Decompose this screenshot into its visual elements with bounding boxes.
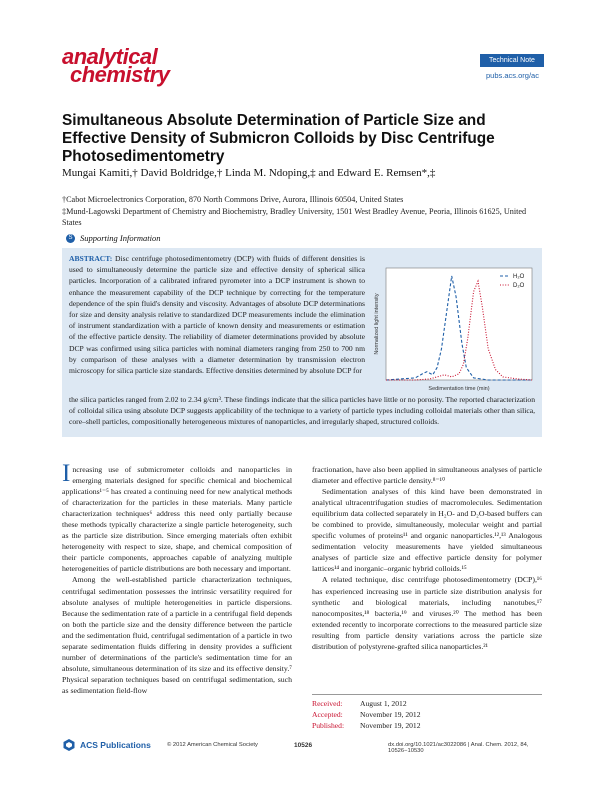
abstract-text <box>69 253 365 376</box>
affiliation-1: †Cabot Microelectronics Corporation, 870 North Commons Drive, Aurora, Illinois 60504, United States <box>62 195 404 204</box>
chart-plot-area <box>386 268 532 380</box>
accepted-date: November 19, 2012 <box>360 710 421 719</box>
supporting-info-icon: S <box>66 234 75 243</box>
journal-logo-line2: chemistry <box>70 62 170 87</box>
chart-layer <box>374 268 532 392</box>
article-title: Simultaneous Absolute Determination of Particle Size and Effective Density of Submicron Colloids by Disc Centrifuge Photosedimentometry <box>62 112 495 165</box>
published-label: Published: <box>312 721 345 730</box>
affiliation-2: ‡Mund-Lagowski Department of Chemistry and Biochemistry, Bradley University, 1501 West Bradley Avenue, Peoria, Illinois 61625, United States <box>62 207 527 227</box>
page-footer <box>62 738 542 754</box>
received-date: August 1, 2012 <box>360 699 407 708</box>
legend-label-2: D₂O <box>513 283 525 289</box>
body-paragraph-1-text: ncreasing use of submicrometer colloids and nanoparticles in emerging materials designed for specific chemical and biochemical applications¹⁻⁵ has created a continuing need for new analytical methods of characterization for the particles in these materials. Many particle characterization techniques⁶ address this need only partially because these methods typically characterize a single particle heterogeneity, such as the particle size distribution. Since emerging materials often exhibit heterogeneity with respect to size, shape, and chemical composition of their particle components, approaches capable of analyzing multiple heterogeneities of particle distributions are both necessary and important. <box>62 465 292 574</box>
published-date: November 19, 2012 <box>360 721 421 730</box>
abstract-continuation: the silica particles ranged from 2.02 to 2.34 g/cm³. These findings indicate that the silica particles have little or no porosity. The reported characterization of colloidal silica using absolute DCP suggests applicability of the technique to a variety of particle types including colloidal materials other than silica, core–shell particles, compositionally heterogeneous mixtures of nanoparticles, and irregularly shaped, structured colloids. <box>69 395 535 427</box>
legend-label-1: H₂O <box>513 274 525 280</box>
body-paragraph-2: Among the well-established particle characterization techniques, centrifugal sedimentation possesses the intrinsic versatility required for absolute analyses of multiple heterogeneities in particle dispersions. Because the sedimentation rate of a particle in a centrifugal field depends on both the particle size and the density difference between the particle and the sedimentation fluid, centrifugal sedimentation of a particle in two separate sedimentation fluids differing in density provides a sufficient number of determinations of the particle's sedimentation time for an absolute, simultaneous determination of its size and its effective density.⁷ Physical separation techniques based on centrifugal sedimentation, such as sedimentation field-flow <box>62 575 292 695</box>
body-column-left <box>62 460 292 696</box>
author-list: Mungai Kamiti,† David Boldridge,† Linda M. Ndoping,‡ and Edward E. Remsen*,‡ <box>62 167 436 179</box>
journal-url-link[interactable]: pubs.acs.org/ac <box>486 71 539 80</box>
accepted-row <box>312 709 542 720</box>
copyright-notice: © 2012 American Chemical Society <box>167 742 258 748</box>
publisher-logo[interactable] <box>62 738 151 752</box>
chart-y-label: Normalized light intensity <box>374 293 380 355</box>
journal-logo-line1: analytical <box>62 44 158 69</box>
accepted-label: Accepted: <box>312 710 343 719</box>
publisher-name: ACS Publications <box>80 740 151 750</box>
publication-dates <box>312 694 542 731</box>
body-paragraph-5: A related technique, disc centrifuge photosedimentometry (DCP),¹⁶ has experienced increasing use in particle size distribution analysis for synthetic and biological materials, including nanotubes,¹⁷ nanocomposites,¹⁸ bacteria,¹⁹ and viruses.²⁰ The method has been extended recently to incorporate corrections to the measured particle size resulting from particle density variations across the particle size distribution of polystyrene-grafted silica nanoparticles.²¹ <box>312 575 542 651</box>
doi-citation[interactable]: dx.doi.org/10.1021/ac3022086 | Anal. Chem. 2012, 84, 10526−10530 <box>388 742 529 754</box>
supporting-information-label: Supporting Information <box>80 233 161 243</box>
supporting-information-link[interactable] <box>66 233 161 243</box>
drop-cap: I <box>62 460 71 487</box>
article-type-badge: Technical Note <box>480 54 544 67</box>
abstract-graphic-chart <box>372 256 536 394</box>
journal-logo <box>62 44 222 87</box>
chart-x-label: Sedimentation time (min) <box>428 386 490 392</box>
received-label: Received: <box>312 699 343 708</box>
abstract-label: ABSTRACT: <box>69 254 113 263</box>
received-row <box>312 698 542 709</box>
page-number: 10526 <box>294 742 313 749</box>
body-paragraph-1 <box>62 460 292 574</box>
body-column-right <box>312 464 542 652</box>
published-row <box>312 720 542 731</box>
acs-hex-icon <box>62 738 76 752</box>
body-paragraph-3: fractionation, have also been applied in simultaneous analyses of particle diameter and effective particle density.⁸⁻¹⁰ <box>312 465 542 486</box>
body-paragraph-4: Sedimentation analyses of this kind have been demonstrated in analytical ultracentrifugation studies of macromolecules. Sedimentation equilibrium data collected separately in H₂O- and D₂O-based buffers can be combined to provide, simultaneously, molecular weight and partial specific volumes of proteins¹¹ and organic nanoparticles.¹²,¹³ Analogous sedimentation velocity measurements have yielded simultaneous analyses of particle size and effective particle density for polymer lattices¹⁴ and inorganic–organic hybrid colloids.¹⁵ <box>312 487 542 574</box>
abstract-body: Disc centrifuge photosedimentometry (DCP) with fluids of different densities is used to simultaneously determine the particle size and effective density of spherical silica particles. Incorporation of a calibrated infrared pyrometer into a DCP instrument is shown to enhance the measurement capability of the DCP technique by correcting for the temperature dependence of the spin fluid's density and viscosity. Advantages of absolute DCP determinations for size and density analysis relative to standardized DCP measurements include the elimination of instrument standardization with a particle of known density and measurements or estimation of the effective particle density. The reliability of diameter determinations provided by absolute DCP was confirmed using silica particles with nominal diameters ranging from 250 to 700 nm by comparison of these analyses with a diameter determination by transmission electron microscopy for silica particle size standards. Effective densities determined by absolute DCP for <box>69 254 365 376</box>
